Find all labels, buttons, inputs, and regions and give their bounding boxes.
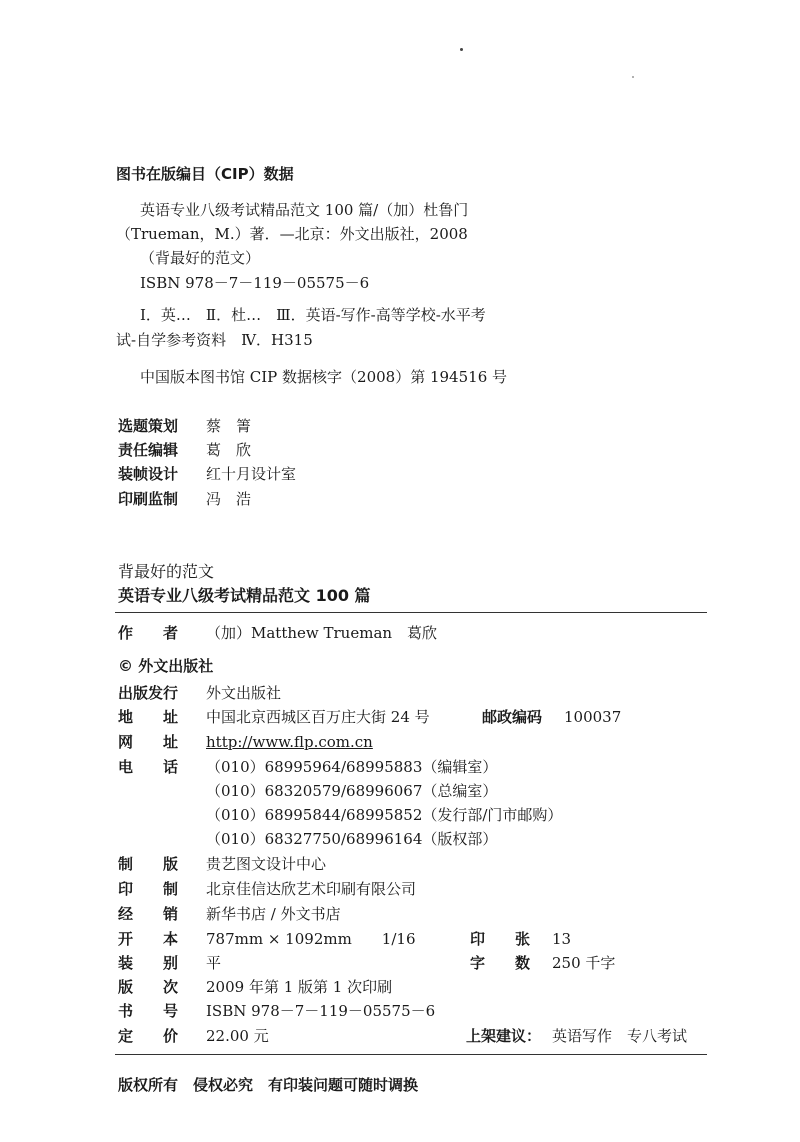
detail-label: 网 址 — [118, 733, 179, 751]
scan-speck — [460, 48, 463, 51]
detail-label: 出版发行 — [118, 684, 179, 702]
cip-line: 中国版本图书馆 CIP 数据核字（2008）第 194516 号 — [140, 368, 508, 386]
book-title: 英语专业八级考试精品范文 100 篇 — [118, 586, 371, 605]
detail-label: 邮政编码 — [482, 708, 543, 726]
author-value: （加）Matthew Trueman 葛欣 — [206, 624, 438, 642]
staff-label: 印刷监制 — [118, 490, 179, 508]
phone-line: （010）68995844/68995852（发行部/门市邮购） — [206, 806, 563, 824]
footer-rule — [115, 1054, 707, 1055]
isbn-value: ISBN 978－7－119－05575－6 — [206, 1002, 436, 1020]
staff-value: 蔡 箐 — [206, 417, 252, 435]
staff-label: 装帧设计 — [118, 465, 179, 483]
cip-line: ISBN 978－7－119－05575－6 — [140, 274, 370, 292]
phone-line: （010）68327750/68996164（版权部） — [206, 830, 498, 848]
postcode-value: 100037 — [564, 708, 622, 726]
sheets-value: 13 — [552, 930, 572, 948]
staff-label: 选题策划 — [118, 417, 179, 435]
detail-label: 装 别 — [118, 954, 179, 972]
words-value: 250 千字 — [552, 954, 616, 972]
price-value: 22.00 元 — [206, 1027, 269, 1045]
phone-line: （010）68995964/68995883（编辑室） — [206, 758, 498, 776]
staff-value: 葛 欣 — [206, 441, 252, 459]
staff-label: 责任编辑 — [118, 441, 179, 459]
publisher-value: 外文出版社 — [206, 684, 282, 702]
series-name: 背最好的范文 — [118, 562, 215, 581]
detail-label: 字 数 — [470, 954, 531, 972]
format-value: 787mm × 1092mm 1/16 — [206, 930, 416, 948]
copyright-line: © 外文出版社 — [118, 657, 214, 675]
detail-label: 制 版 — [118, 855, 179, 873]
edition-value: 2009 年第 1 版第 1 次印刷 — [206, 978, 393, 996]
distributor-value: 新华书店 / 外文书店 — [206, 905, 341, 923]
typeset-value: 贵艺图文设计中心 — [206, 855, 327, 873]
cip-line: 英语专业八级考试精品范文 100 篇/（加）杜鲁门 — [140, 201, 469, 219]
website-link[interactable]: http://www.flp.com.cn — [206, 733, 373, 751]
cip-line: （Trueman，M.）著．—北京：外文出版社，2008 — [116, 225, 468, 243]
detail-label: 印 张 — [470, 930, 531, 948]
detail-label: 作 者 — [118, 624, 179, 642]
staff-value: 冯 浩 — [206, 490, 252, 508]
cip-line: 试-自学参考资料 Ⅳ．H315 — [116, 331, 313, 349]
address-value: 中国北京西城区百万庄大街 24 号 — [206, 708, 430, 726]
cip-heading: 图书在版编目（CIP）数据 — [116, 165, 294, 183]
detail-label: 版 次 — [118, 978, 179, 996]
detail-label: 书 号 — [118, 1002, 179, 1020]
detail-label: 地 址 — [118, 708, 179, 726]
cip-line: Ⅰ．英… Ⅱ．杜… Ⅲ．英语-写作-高等学校-水平考 — [140, 306, 486, 324]
shelf-label: 上架建议： — [466, 1027, 542, 1045]
phone-line: （010）68320579/68996067（总编室） — [206, 782, 498, 800]
binding-value: 平 — [206, 954, 222, 972]
detail-label: 电 话 — [118, 758, 179, 776]
title-rule — [115, 612, 707, 613]
shelf-value: 英语写作 专八考试 — [552, 1027, 688, 1045]
detail-label: 经 销 — [118, 905, 179, 923]
detail-label: 定 价 — [118, 1027, 179, 1045]
cip-line: （背最好的范文） — [140, 249, 261, 267]
detail-label: 开 本 — [118, 930, 179, 948]
scan-speck — [632, 76, 634, 78]
printer-value: 北京佳信达欣艺术印刷有限公司 — [206, 880, 417, 898]
footer-notice: 版权所有 侵权必究 有印装问题可随时调换 — [118, 1076, 419, 1094]
detail-label: 印 制 — [118, 880, 179, 898]
staff-value: 红十月设计室 — [206, 465, 297, 483]
